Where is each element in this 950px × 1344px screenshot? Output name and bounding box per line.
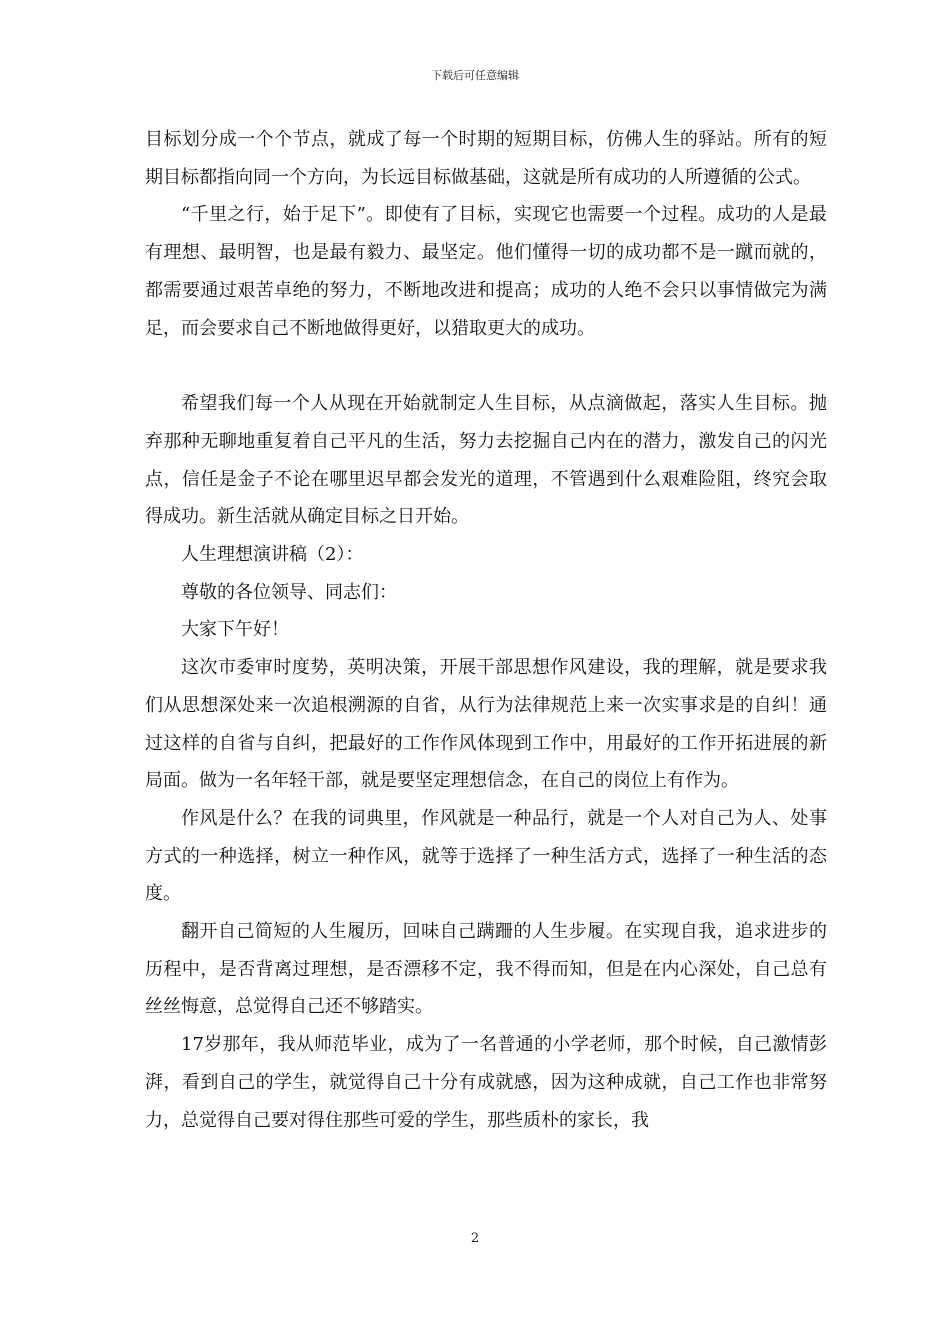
greeting: 大家下午好！ <box>181 619 289 641</box>
salutation: 尊敬的各位领导、同志们： <box>181 581 397 603</box>
page-number: 2 <box>470 1231 480 1246</box>
section-heading: 人生理想演讲稿（2）： <box>181 544 364 566</box>
page-header: 下载后可任意编辑 <box>431 69 519 82</box>
paragraph-5: 作风是什么？在我的词典里，作风就是一种品行，就是一个人对自己为人、处事方式的一种选择，树立一种作风，就等于选择了一种生活方式，选择了一种生活的态度。 <box>145 807 827 905</box>
paragraph-2: “千里之行，始于足下”。即使有了目标，实现它也需要一个过程。成功的人是最有理想、最明智，也是最有毅力、最坚定。他们懂得一切的成功都不是一蹴而就的，都需要通过艰苦卓绝的努力，不断地改进和提高；成功的人绝不会只以事情做完为满足，而会要求自己不断地做得更好，以猎取更大的成功。 <box>145 204 827 339</box>
paragraph-6: 翻开自己简短的人生履历，回味自己蹒跚的人生步履。在实现自我，追求进步的历程中，是否背离过理想，是否漂移不定，我不得而知，但是在内心深处，自己总有丝丝悔意，总觉得自己还不够踏实。 <box>145 921 827 1018</box>
paragraph-7: 17岁那年，我从师范毕业，成为了一名普通的小学老师，那个时候，自己激情彭湃，看到自己的学生，就觉得自己十分有成就感，因为这种成就，自己工作也非常努力，总觉得自己要对得住那些可爱的学生，那些质朴的家长，我 <box>145 1034 827 1131</box>
paragraph-3: 希望我们每一个人从现在开始就制定人生目标，从点滴做起，落实人生目标。抛弃那种无聊地重复着自己平凡的生活，努力去挖掘自己内在的潜力，激发自己的闪光点，信任是金子不论在哪里迟早都会发光的道理，不管遇到什么艰难险阻，终究会取得成功。新生活就从确定目标之日开始。 <box>145 393 827 528</box>
paragraph-4: 这次市委审时度势，英明决策，开展干部思想作风建设，我的理解，就是要求我们从思想深处来一次追根溯源的自省，从行为法律规范上来一次实事求是的自纠！通过这样的自省与自纠，把最好的工作作风体现到工作中，用最好的工作开拓进展的新局面。做为一名年轻干部，就是要坚定理想信念，在自己的岗位上有作为。 <box>145 657 827 792</box>
document-body <box>145 121 827 1139</box>
paragraph-1: 目标划分成一个个节点，就成了每一个时期的短期目标，仿佛人生的驿站。所有的短期目标都指向同一个方向，为长远目标做基础，这就是所有成功的人所遵循的公式。 <box>145 129 827 188</box>
blank-line <box>145 347 827 385</box>
